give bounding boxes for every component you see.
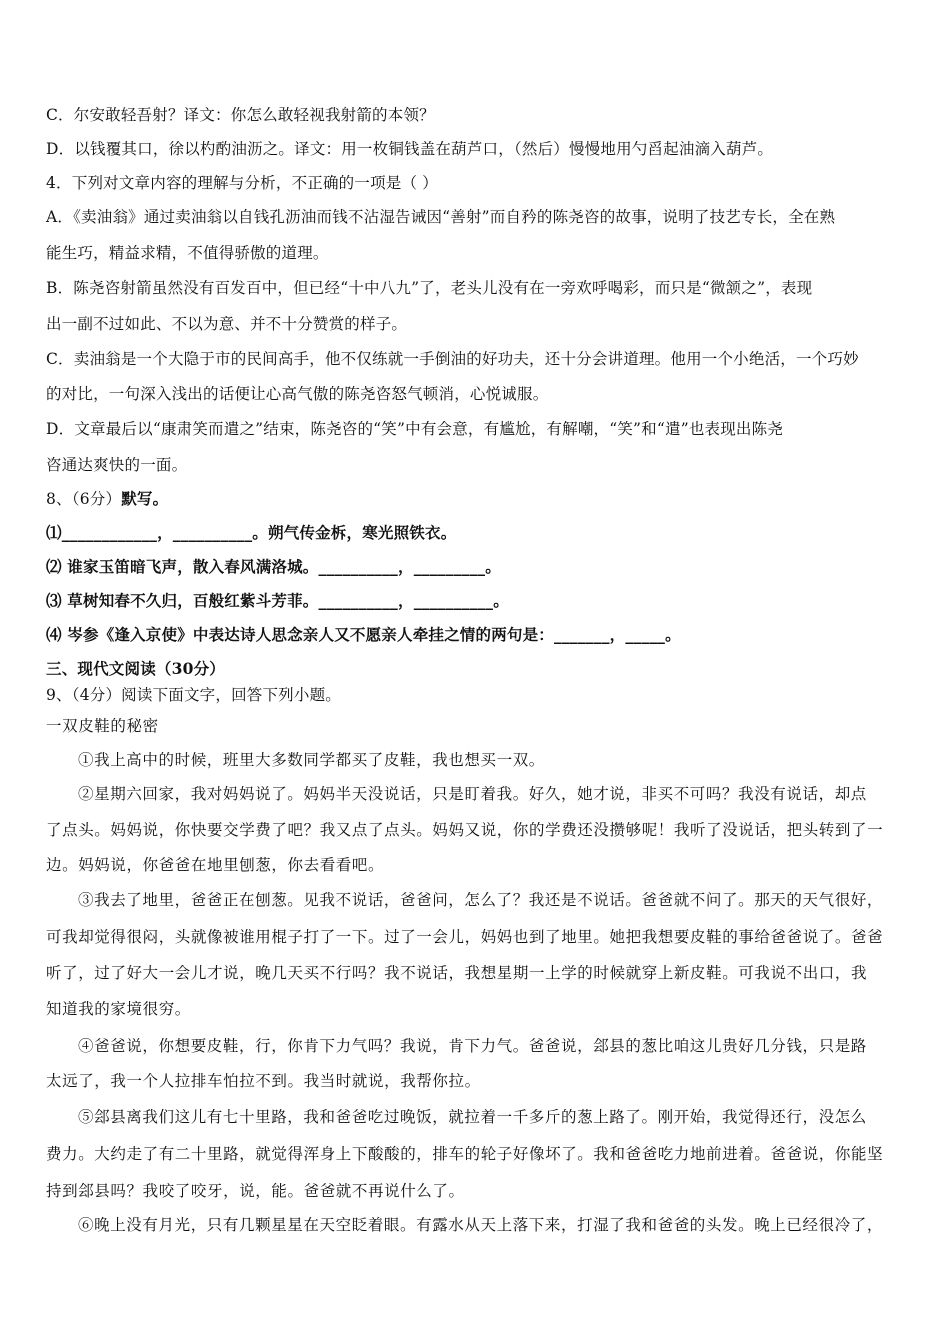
q4-option-b-line1: B．陈尧咨射箭虽然没有百发百中，但已经“十中八九”了，老头儿没有在一旁欢呼喝彩，而只是“微颔之”，表现: [46, 279, 813, 297]
paragraph-4-line1: ④爸爸说，你想要皮鞋，行，你肯下力气吗？我说，肯下力气。爸爸说，郐县的葱比咱这儿贵好几分钱，只是路: [78, 1037, 867, 1055]
paragraph-3-line2: 可我却觉得很闷，头就像被谁用棍子打了一下。过了一会儿，妈妈也到了地里。她把我想要皮鞋的事给爸爸说了。爸爸: [46, 928, 884, 946]
q9-stem: 9、（4分）阅读下面文字，回答下列小题。: [46, 686, 341, 704]
q4-option-d-line2: 咨通达爽快的一面。: [46, 456, 188, 474]
q8-item-3: ⑶ 草树知春不久归，百般红紫斗芳菲。__________，__________。: [46, 591, 509, 610]
q8-item-4: ⑷ 岑参《逢入京使》中表达诗人思念亲人又不愿亲人牵挂之情的两句是：_______，_____。: [46, 625, 681, 644]
q4-option-a-line1: A．《卖油翁》通过卖油翁以自钱孔沥油而钱不沾湿告诫因“善射”而自矜的陈尧咨的故事，说明了技艺专长，全在熟: [46, 208, 836, 226]
section-title: 三、现代文阅读（30分）: [46, 659, 225, 678]
paragraph-1: ①我上高中的时候，班里大多数同学都买了皮鞋，我也想买一双。: [78, 751, 545, 769]
paragraph-3-line3: 听了，过了好大一会儿才说，晚几天买不行吗？我不说话，我想星期一上学的时候就穿上新皮鞋。可我说不出口，我: [46, 964, 868, 982]
q8-number: 8、（6分）: [46, 490, 122, 508]
q4-option-d-line1: D．文章最后以“康肃笑而遣之”结束，陈尧咨的“笑”中有会意，有尴尬，有解嘲，“笑”和“遣”也表现出陈尧: [46, 420, 784, 438]
q4-option-c-line1: C．卖油翁是一个大隐于市的民间高手，他不仅练就一手倒油的好功夫，还十分会讲道理。他用一个小绝活，一个巧妙: [46, 350, 859, 368]
q8-instruction: 默写。: [121, 489, 169, 508]
paragraph-3-line1: ③我去了地里，爸爸正在刨葱。见我不说话，爸爸问，怎么了？我还是不说话。爸爸就不问了。那天的天气很好，: [78, 891, 884, 909]
paragraph-3-line4: 知道我的家境很穷。: [46, 1000, 191, 1018]
paragraph-2-line3: 边。妈妈说，你爸爸在地里刨葱，你去看看吧。: [46, 856, 385, 874]
q4-option-a-line2: 能生巧，精益求精，不值得骄傲的道理。: [46, 244, 329, 262]
paragraph-5-line2: 费力。大约走了有二十里路，就觉得浑身上下酸酸的，排车的轮子好像坏了。我和爸爸吃力地前进着。爸爸说，你能坚: [46, 1145, 884, 1163]
q8-item-2: ⑵ 谁家玉笛暗飞声，散入春风满洛城。__________，_________。: [46, 557, 501, 576]
q4-option-b-line2: 出一副不过如此、不以为意、并不十分赞赏的样子。: [46, 315, 408, 333]
q3-option-c: C．尔安敢轻吾射？译文：你怎么敢轻视我射箭的本领？: [46, 106, 435, 124]
paragraph-2-line2: 了点头。妈妈说，你快要交学费了吧？我又点了点头。妈妈又说，你的学费还没攒够呢！我听了没说话，把头转到了一: [46, 821, 884, 839]
paragraph-6-line1: ⑥晚上没有月光，只有几颗星星在天空眨着眼。有露水从天上落下来，打湿了我和爸爸的头发。晚上已经很冷了，: [78, 1216, 884, 1234]
paragraph-4-line2: 太远了，我一个人拉排车怕拉不到。我当时就说，我帮你拉。: [46, 1072, 481, 1090]
q4-option-c-line2: 的对比，一句深入浅出的话便让心高气傲的陈尧咨怒气顿消，心悦诚服。: [46, 385, 549, 403]
story-title: 一双皮鞋的秘密: [46, 717, 159, 735]
q8-item-1: ⑴____________，__________。朔气传金柝，寒光照铁衣。: [46, 523, 457, 542]
paragraph-2-line1: ②星期六回家，我对妈妈说了。妈妈半天没说话，只是盯着我。好久，她才说，非买不可吗？我没有说话，却点: [78, 785, 867, 803]
q3-option-d: D．以钱覆其口，徐以杓酌油沥之。译文：用一枚铜钱盖在葫芦口，（然后）慢慢地用勺舀起油滴入葫芦。: [46, 140, 774, 158]
paragraph-5-line3: 持到郐县吗？我咬了咬牙，说，能。爸爸就不再说什么了。: [46, 1182, 465, 1200]
paragraph-5-line1: ⑤郐县离我们这儿有七十里路，我和爸爸吃过晚饭，就拉着一千多斤的葱上路了。刚开始，我觉得还行，没怎么: [78, 1108, 867, 1126]
q4-stem: 4．下列对文章内容的理解与分析，不正确的一项是（ ）: [46, 174, 438, 192]
q8-heading: [46, 487, 168, 509]
